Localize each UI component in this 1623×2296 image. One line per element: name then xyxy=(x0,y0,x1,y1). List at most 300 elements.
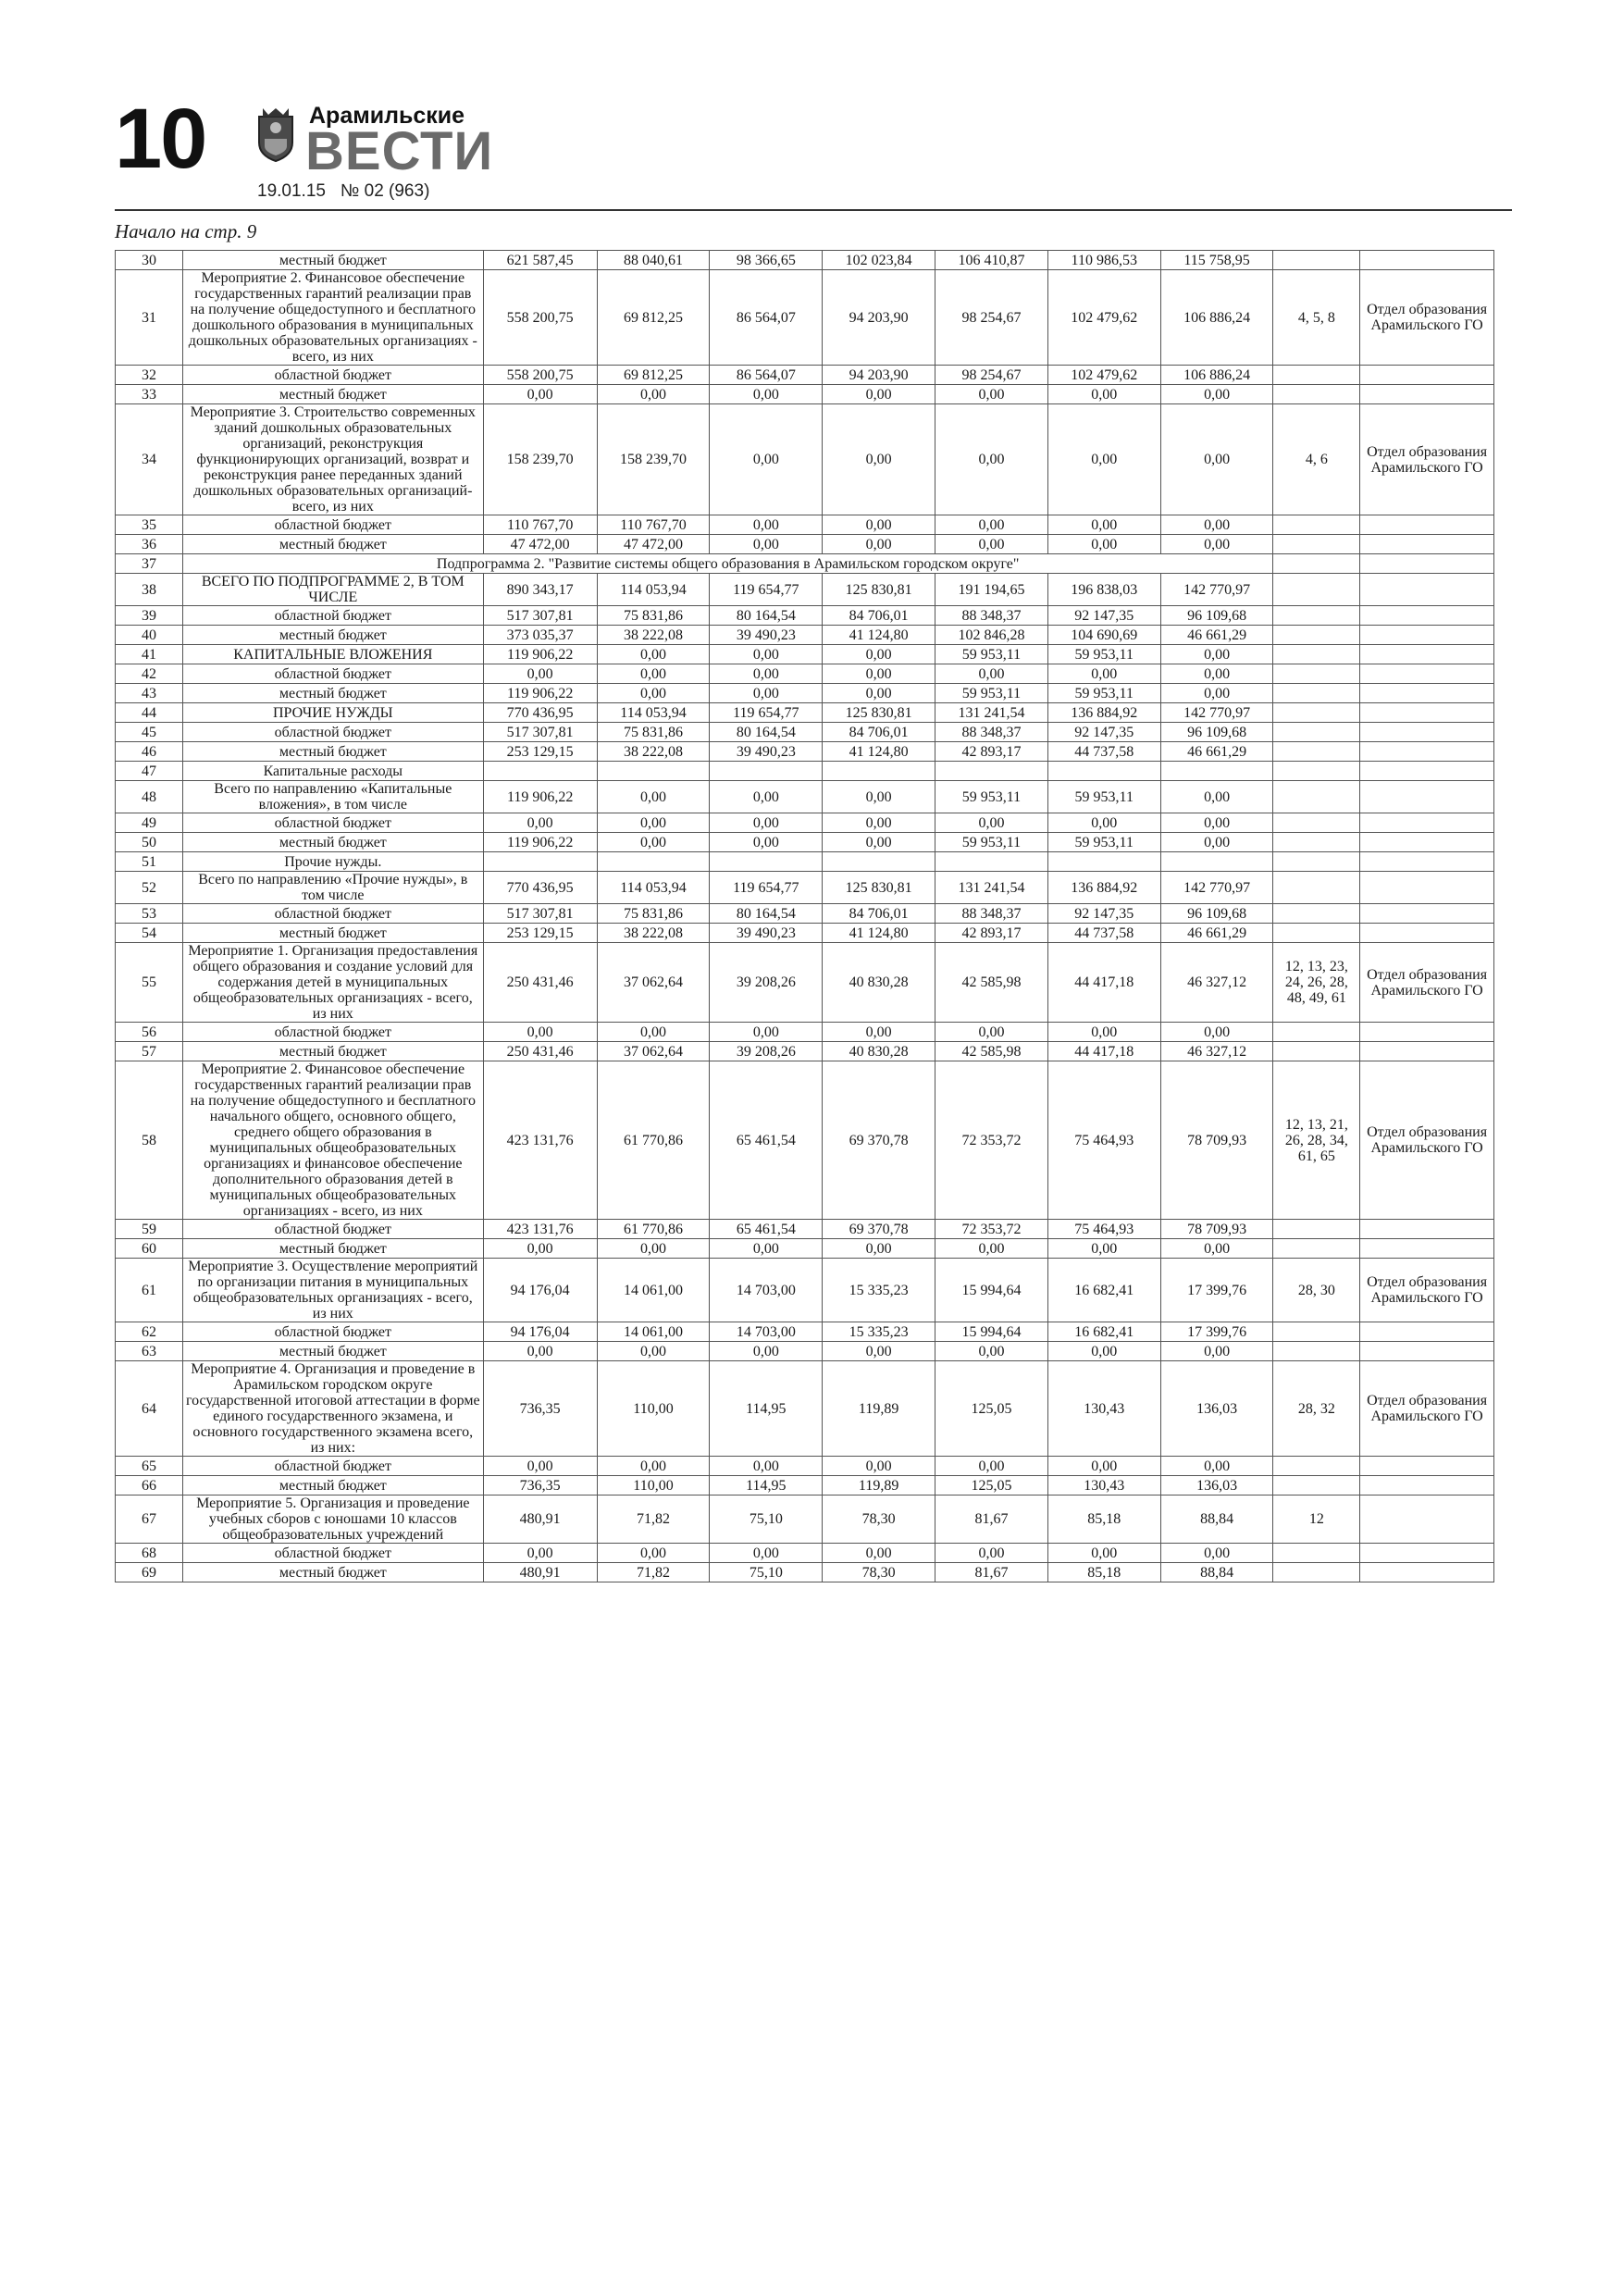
amount-cell: 158 239,70 xyxy=(597,404,710,515)
activity-name-cell: областной бюджет xyxy=(182,515,483,535)
table-row xyxy=(116,1259,1494,1322)
amount-cell: 0,00 xyxy=(710,385,823,404)
amount-cell: 0,00 xyxy=(710,1023,823,1042)
table-row xyxy=(116,1496,1494,1544)
amount-cell: 17 399,76 xyxy=(1160,1259,1273,1322)
amount-cell: 621 587,45 xyxy=(483,251,597,270)
executor-cell xyxy=(1360,684,1494,703)
row-number-cell: 57 xyxy=(116,1042,183,1061)
row-number-cell: 52 xyxy=(116,872,183,904)
amount-cell: 15 994,64 xyxy=(935,1259,1048,1322)
amount-cell: 517 307,81 xyxy=(483,904,597,924)
activity-name-cell: областной бюджет xyxy=(182,606,483,626)
amount-cell: 196 838,03 xyxy=(1047,574,1160,606)
table-row xyxy=(116,385,1494,404)
table-row xyxy=(116,251,1494,270)
amount-cell: 0,00 xyxy=(710,404,823,515)
amount-cell: 38 222,08 xyxy=(597,626,710,645)
amount-cell: 14 061,00 xyxy=(597,1259,710,1322)
coat-of-arms-icon xyxy=(255,105,296,163)
amount-cell xyxy=(597,852,710,872)
paper-brand: Арамильские xyxy=(309,103,465,129)
amount-cell: 0,00 xyxy=(1160,404,1273,515)
continued-from-note: Начало на стр. 9 xyxy=(115,220,257,242)
row-number-cell: 65 xyxy=(116,1457,183,1476)
table-row xyxy=(116,742,1494,762)
executor-cell xyxy=(1360,1342,1494,1361)
row-number-cell: 66 xyxy=(116,1476,183,1496)
amount-cell: 0,00 xyxy=(935,1342,1048,1361)
target-indicators-cell xyxy=(1273,664,1360,684)
amount-cell: 96 109,68 xyxy=(1160,904,1273,924)
amount-cell: 14 061,00 xyxy=(597,1322,710,1342)
amount-cell: 119 906,22 xyxy=(483,684,597,703)
amount-cell: 0,00 xyxy=(710,645,823,664)
target-indicators-cell xyxy=(1273,762,1360,781)
amount-cell: 59 953,11 xyxy=(1047,684,1160,703)
table-row xyxy=(116,404,1494,515)
row-number-cell: 42 xyxy=(116,664,183,684)
amount-cell: 0,00 xyxy=(1160,385,1273,404)
amount-cell: 38 222,08 xyxy=(597,742,710,762)
amount-cell: 94 176,04 xyxy=(483,1322,597,1342)
amount-cell: 558 200,75 xyxy=(483,366,597,385)
activity-name-cell: областной бюджет xyxy=(182,1023,483,1042)
amount-cell: 114 053,94 xyxy=(597,703,710,723)
row-number-cell: 61 xyxy=(116,1259,183,1322)
amount-cell: 92 147,35 xyxy=(1047,904,1160,924)
activity-name-cell: местный бюджет xyxy=(182,742,483,762)
amount-cell: 85,18 xyxy=(1047,1496,1160,1544)
table-row xyxy=(116,703,1494,723)
amount-cell: 423 131,76 xyxy=(483,1061,597,1220)
amount-cell: 42 585,98 xyxy=(935,943,1048,1023)
amount-cell: 15 994,64 xyxy=(935,1322,1048,1342)
budget-table-body xyxy=(116,251,1494,1582)
table-row xyxy=(116,535,1494,554)
activity-name-cell: Мероприятие 3. Строительство современных зданий дошкольных образовательных организаций, реконструкция функционирующих организаций, возврат и реконструкция ранее переданных зданий дошкольных образовательных организаций-всего, из них xyxy=(182,404,483,515)
amount-cell: 0,00 xyxy=(935,664,1048,684)
executor-cell xyxy=(1360,924,1494,943)
amount-cell: 42 585,98 xyxy=(935,1042,1048,1061)
amount-cell: 0,00 xyxy=(597,1457,710,1476)
amount-cell: 125,05 xyxy=(935,1476,1048,1496)
amount-cell: 136,03 xyxy=(1160,1476,1273,1496)
target-indicators-cell: 28, 32 xyxy=(1273,1361,1360,1457)
amount-cell: 94 176,04 xyxy=(483,1259,597,1322)
amount-cell: 46 661,29 xyxy=(1160,742,1273,762)
executor-cell xyxy=(1360,742,1494,762)
amount-cell: 0,00 xyxy=(1047,1342,1160,1361)
amount-cell: 0,00 xyxy=(823,404,935,515)
amount-cell: 0,00 xyxy=(823,833,935,852)
amount-cell: 59 953,11 xyxy=(1047,781,1160,813)
executor-cell xyxy=(1360,1220,1494,1239)
amount-cell: 0,00 xyxy=(483,1457,597,1476)
amount-cell: 88,84 xyxy=(1160,1496,1273,1544)
amount-cell: 42 893,17 xyxy=(935,924,1048,943)
amount-cell: 114 053,94 xyxy=(597,574,710,606)
amount-cell: 114,95 xyxy=(710,1476,823,1496)
target-indicators-cell xyxy=(1273,703,1360,723)
amount-cell: 78 709,93 xyxy=(1160,1061,1273,1220)
amount-cell xyxy=(483,762,597,781)
amount-cell: 38 222,08 xyxy=(597,924,710,943)
amount-cell: 39 208,26 xyxy=(710,1042,823,1061)
amount-cell: 78,30 xyxy=(823,1496,935,1544)
amount-cell: 94 203,90 xyxy=(823,270,935,366)
executor-cell xyxy=(1360,385,1494,404)
amount-cell: 136 884,92 xyxy=(1047,703,1160,723)
amount-cell: 0,00 xyxy=(483,1342,597,1361)
amount-cell: 0,00 xyxy=(935,1457,1048,1476)
activity-name-cell: Мероприятие 1. Организация предоставления общего образования и создание условий для содержания детей в муниципальных общеобразовательных организациях - всего, из них xyxy=(182,943,483,1023)
executor-cell xyxy=(1360,1544,1494,1563)
amount-cell xyxy=(935,762,1048,781)
row-number-cell: 43 xyxy=(116,684,183,703)
amount-cell: 0,00 xyxy=(935,515,1048,535)
activity-name-cell: местный бюджет xyxy=(182,1239,483,1259)
row-number-cell: 64 xyxy=(116,1361,183,1457)
masthead xyxy=(115,92,1512,211)
amount-cell: 0,00 xyxy=(1160,833,1273,852)
amount-cell: 69 812,25 xyxy=(597,366,710,385)
row-number-cell: 47 xyxy=(116,762,183,781)
amount-cell: 61 770,86 xyxy=(597,1061,710,1220)
amount-cell: 44 737,58 xyxy=(1047,742,1160,762)
target-indicators-cell xyxy=(1273,515,1360,535)
amount-cell xyxy=(935,852,1048,872)
amount-cell: 373 035,37 xyxy=(483,626,597,645)
table-row xyxy=(116,904,1494,924)
executor-cell xyxy=(1360,574,1494,606)
table-row xyxy=(116,924,1494,943)
amount-cell xyxy=(823,852,935,872)
amount-cell: 102 846,28 xyxy=(935,626,1048,645)
amount-cell: 125 830,81 xyxy=(823,574,935,606)
table-row xyxy=(116,626,1494,645)
amount-cell: 0,00 xyxy=(597,385,710,404)
amount-cell: 80 164,54 xyxy=(710,904,823,924)
table-row xyxy=(116,1322,1494,1342)
amount-cell: 0,00 xyxy=(1160,645,1273,664)
target-indicators-cell: 4, 6 xyxy=(1273,404,1360,515)
executor-cell xyxy=(1360,535,1494,554)
table-row xyxy=(116,723,1494,742)
row-number-cell: 30 xyxy=(116,251,183,270)
amount-cell: 41 124,80 xyxy=(823,742,935,762)
target-indicators-cell xyxy=(1273,872,1360,904)
amount-cell: 75,10 xyxy=(710,1496,823,1544)
row-number-cell: 33 xyxy=(116,385,183,404)
table-row xyxy=(116,684,1494,703)
amount-cell: 106 886,24 xyxy=(1160,270,1273,366)
amount-cell: 92 147,35 xyxy=(1047,723,1160,742)
amount-cell: 0,00 xyxy=(935,813,1048,833)
table-row xyxy=(116,1457,1494,1476)
activity-name-cell: областной бюджет xyxy=(182,723,483,742)
target-indicators-cell xyxy=(1273,742,1360,762)
amount-cell: 770 436,95 xyxy=(483,872,597,904)
amount-cell: 253 129,15 xyxy=(483,742,597,762)
amount-cell: 0,00 xyxy=(483,1544,597,1563)
amount-cell: 84 706,01 xyxy=(823,904,935,924)
amount-cell: 136,03 xyxy=(1160,1361,1273,1457)
amount-cell: 0,00 xyxy=(823,535,935,554)
row-number-cell: 56 xyxy=(116,1023,183,1042)
executor-cell xyxy=(1360,251,1494,270)
amount-cell: 40 830,28 xyxy=(823,1042,935,1061)
amount-cell: 16 682,41 xyxy=(1047,1322,1160,1342)
amount-cell: 17 399,76 xyxy=(1160,1322,1273,1342)
executor-cell xyxy=(1360,1322,1494,1342)
table-row xyxy=(116,1361,1494,1457)
amount-cell: 92 147,35 xyxy=(1047,606,1160,626)
amount-cell: 0,00 xyxy=(483,385,597,404)
row-number-cell: 60 xyxy=(116,1239,183,1259)
issue-line xyxy=(257,181,444,202)
amount-cell: 0,00 xyxy=(710,781,823,813)
amount-cell: 0,00 xyxy=(710,1342,823,1361)
amount-cell: 59 953,11 xyxy=(1047,645,1160,664)
row-number-cell: 34 xyxy=(116,404,183,515)
amount-cell: 110,00 xyxy=(597,1361,710,1457)
table-row xyxy=(116,515,1494,535)
target-indicators-cell xyxy=(1273,251,1360,270)
executor-cell xyxy=(1360,1476,1494,1496)
executor-cell xyxy=(1360,1457,1494,1476)
amount-cell: 88 348,37 xyxy=(935,723,1048,742)
amount-cell: 0,00 xyxy=(823,664,935,684)
activity-name-cell: Мероприятие 5. Организация и проведение учебных сборов с юношами 10 классов общеобразовательных учреждений xyxy=(182,1496,483,1544)
row-number-cell: 51 xyxy=(116,852,183,872)
executor-cell xyxy=(1360,626,1494,645)
target-indicators-cell xyxy=(1273,1322,1360,1342)
amount-cell: 0,00 xyxy=(597,781,710,813)
target-indicators-cell xyxy=(1273,554,1360,574)
amount-cell: 0,00 xyxy=(710,664,823,684)
target-indicators-cell xyxy=(1273,833,1360,852)
amount-cell: 0,00 xyxy=(1160,535,1273,554)
table-row xyxy=(116,606,1494,626)
target-indicators-cell xyxy=(1273,813,1360,833)
target-indicators-cell: 4, 5, 8 xyxy=(1273,270,1360,366)
page-number: 10 xyxy=(115,92,206,186)
amount-cell: 0,00 xyxy=(1160,781,1273,813)
amount-cell: 130,43 xyxy=(1047,1361,1160,1457)
amount-cell: 250 431,46 xyxy=(483,1042,597,1061)
executor-cell xyxy=(1360,606,1494,626)
table-row xyxy=(116,1563,1494,1582)
amount-cell: 85,18 xyxy=(1047,1563,1160,1582)
amount-cell: 110 767,70 xyxy=(597,515,710,535)
amount-cell: 71,82 xyxy=(597,1563,710,1582)
table-row xyxy=(116,1220,1494,1239)
paper-name: ВЕСТИ xyxy=(305,121,494,181)
amount-cell: 102 023,84 xyxy=(823,251,935,270)
row-number-cell: 32 xyxy=(116,366,183,385)
amount-cell: 0,00 xyxy=(1047,515,1160,535)
amount-cell: 0,00 xyxy=(710,813,823,833)
target-indicators-cell xyxy=(1273,852,1360,872)
target-indicators-cell xyxy=(1273,1342,1360,1361)
table-row xyxy=(116,645,1494,664)
amount-cell: 250 431,46 xyxy=(483,943,597,1023)
table-row xyxy=(116,1544,1494,1563)
amount-cell: 37 062,64 xyxy=(597,943,710,1023)
amount-cell: 69 370,78 xyxy=(823,1061,935,1220)
header-rule xyxy=(115,209,1512,211)
target-indicators-cell xyxy=(1273,385,1360,404)
activity-name-cell: Мероприятие 4. Организация и проведение в Арамильском городском округе государственной итоговой аттестации в форме единого государственного экзамена, и основного государственного экзамена всего, из них: xyxy=(182,1361,483,1457)
executor-cell xyxy=(1360,872,1494,904)
executor-cell xyxy=(1360,1042,1494,1061)
amount-cell: 0,00 xyxy=(710,515,823,535)
target-indicators-cell xyxy=(1273,366,1360,385)
amount-cell: 59 953,11 xyxy=(1047,833,1160,852)
target-indicators-cell xyxy=(1273,535,1360,554)
amount-cell: 98 254,67 xyxy=(935,366,1048,385)
amount-cell: 75 831,86 xyxy=(597,723,710,742)
amount-cell: 44 417,18 xyxy=(1047,1042,1160,1061)
amount-cell xyxy=(597,762,710,781)
table-row xyxy=(116,781,1494,813)
amount-cell: 0,00 xyxy=(710,1239,823,1259)
amount-cell: 119 654,77 xyxy=(710,574,823,606)
amount-cell xyxy=(1160,852,1273,872)
amount-cell: 125,05 xyxy=(935,1361,1048,1457)
amount-cell: 59 953,11 xyxy=(935,684,1048,703)
amount-cell: 37 062,64 xyxy=(597,1042,710,1061)
amount-cell: 0,00 xyxy=(710,1544,823,1563)
executor-cell xyxy=(1360,1496,1494,1544)
amount-cell: 88 040,61 xyxy=(597,251,710,270)
table-row xyxy=(116,1342,1494,1361)
amount-cell: 0,00 xyxy=(823,1342,935,1361)
amount-cell: 0,00 xyxy=(823,781,935,813)
amount-cell: 517 307,81 xyxy=(483,723,597,742)
target-indicators-cell xyxy=(1273,626,1360,645)
amount-cell: 0,00 xyxy=(1047,535,1160,554)
target-indicators-cell xyxy=(1273,1239,1360,1259)
amount-cell: 75 464,93 xyxy=(1047,1220,1160,1239)
amount-cell: 46 661,29 xyxy=(1160,626,1273,645)
target-indicators-cell: 12, 13, 23, 24, 26, 28, 48, 49, 61 xyxy=(1273,943,1360,1023)
amount-cell: 736,35 xyxy=(483,1476,597,1496)
target-indicators-cell xyxy=(1273,1220,1360,1239)
executor-cell xyxy=(1360,813,1494,833)
amount-cell: 191 194,65 xyxy=(935,574,1048,606)
amount-cell: 14 703,00 xyxy=(710,1259,823,1322)
activity-name-cell: местный бюджет xyxy=(182,1563,483,1582)
table-row xyxy=(116,762,1494,781)
amount-cell: 119 906,22 xyxy=(483,781,597,813)
amount-cell: 736,35 xyxy=(483,1361,597,1457)
target-indicators-cell: 12, 13, 21, 26, 28, 34, 61, 65 xyxy=(1273,1061,1360,1220)
table-row xyxy=(116,664,1494,684)
amount-cell: 110,00 xyxy=(597,1476,710,1496)
amount-cell: 0,00 xyxy=(1047,1457,1160,1476)
executor-cell xyxy=(1360,833,1494,852)
table-row xyxy=(116,1061,1494,1220)
row-number-cell: 37 xyxy=(116,554,183,574)
amount-cell: 15 335,23 xyxy=(823,1322,935,1342)
amount-cell: 114 053,94 xyxy=(597,872,710,904)
amount-cell: 39 490,23 xyxy=(710,924,823,943)
amount-cell: 0,00 xyxy=(823,1544,935,1563)
row-number-cell: 62 xyxy=(116,1322,183,1342)
amount-cell: 125 830,81 xyxy=(823,872,935,904)
amount-cell: 75 831,86 xyxy=(597,904,710,924)
amount-cell: 106 886,24 xyxy=(1160,366,1273,385)
executor-cell xyxy=(1360,852,1494,872)
amount-cell: 0,00 xyxy=(1160,1544,1273,1563)
table-row xyxy=(116,813,1494,833)
activity-name-cell: местный бюджет xyxy=(182,251,483,270)
budget-table xyxy=(115,250,1494,1582)
target-indicators-cell xyxy=(1273,1023,1360,1042)
amount-cell: 0,00 xyxy=(1160,1239,1273,1259)
amount-cell: 131 241,54 xyxy=(935,872,1048,904)
amount-cell: 80 164,54 xyxy=(710,723,823,742)
section-row xyxy=(116,554,1494,574)
amount-cell: 44 737,58 xyxy=(1047,924,1160,943)
executor-cell: Отдел образования Арамильского ГО xyxy=(1360,270,1494,366)
amount-cell: 0,00 xyxy=(597,1342,710,1361)
amount-cell: 890 343,17 xyxy=(483,574,597,606)
target-indicators-cell xyxy=(1273,723,1360,742)
activity-name-cell: Всего по направлению «Прочие нужды», в том числе xyxy=(182,872,483,904)
amount-cell: 104 690,69 xyxy=(1047,626,1160,645)
activity-name-cell: местный бюджет xyxy=(182,924,483,943)
amount-cell: 0,00 xyxy=(1160,515,1273,535)
target-indicators-cell xyxy=(1273,1476,1360,1496)
amount-cell: 42 893,17 xyxy=(935,742,1048,762)
amount-cell: 130,43 xyxy=(1047,1476,1160,1496)
amount-cell: 119,89 xyxy=(823,1476,935,1496)
activity-name-cell: местный бюджет xyxy=(182,833,483,852)
amount-cell: 75 831,86 xyxy=(597,606,710,626)
row-number-cell: 68 xyxy=(116,1544,183,1563)
row-number-cell: 44 xyxy=(116,703,183,723)
amount-cell: 96 109,68 xyxy=(1160,606,1273,626)
amount-cell: 119 906,22 xyxy=(483,833,597,852)
amount-cell: 115 758,95 xyxy=(1160,251,1273,270)
row-number-cell: 55 xyxy=(116,943,183,1023)
amount-cell: 69 812,25 xyxy=(597,270,710,366)
amount-cell: 46 327,12 xyxy=(1160,1042,1273,1061)
amount-cell: 86 564,07 xyxy=(710,366,823,385)
executor-cell: Отдел образования Арамильского ГО xyxy=(1360,943,1494,1023)
activity-name-cell: местный бюджет xyxy=(182,684,483,703)
activity-name-cell: местный бюджет xyxy=(182,626,483,645)
amount-cell: 517 307,81 xyxy=(483,606,597,626)
amount-cell xyxy=(823,762,935,781)
table-row xyxy=(116,1042,1494,1061)
issue-number: № 02 (963) xyxy=(340,181,430,201)
target-indicators-cell xyxy=(1273,574,1360,606)
row-number-cell: 63 xyxy=(116,1342,183,1361)
amount-cell: 78,30 xyxy=(823,1563,935,1582)
executor-cell xyxy=(1360,703,1494,723)
amount-cell: 0,00 xyxy=(483,1023,597,1042)
amount-cell: 16 682,41 xyxy=(1047,1259,1160,1322)
amount-cell: 0,00 xyxy=(710,833,823,852)
table-row xyxy=(116,366,1494,385)
activity-name-cell: Всего по направлению «Капитальные вложения», в том числе xyxy=(182,781,483,813)
amount-cell: 0,00 xyxy=(1160,1457,1273,1476)
table-row xyxy=(116,872,1494,904)
